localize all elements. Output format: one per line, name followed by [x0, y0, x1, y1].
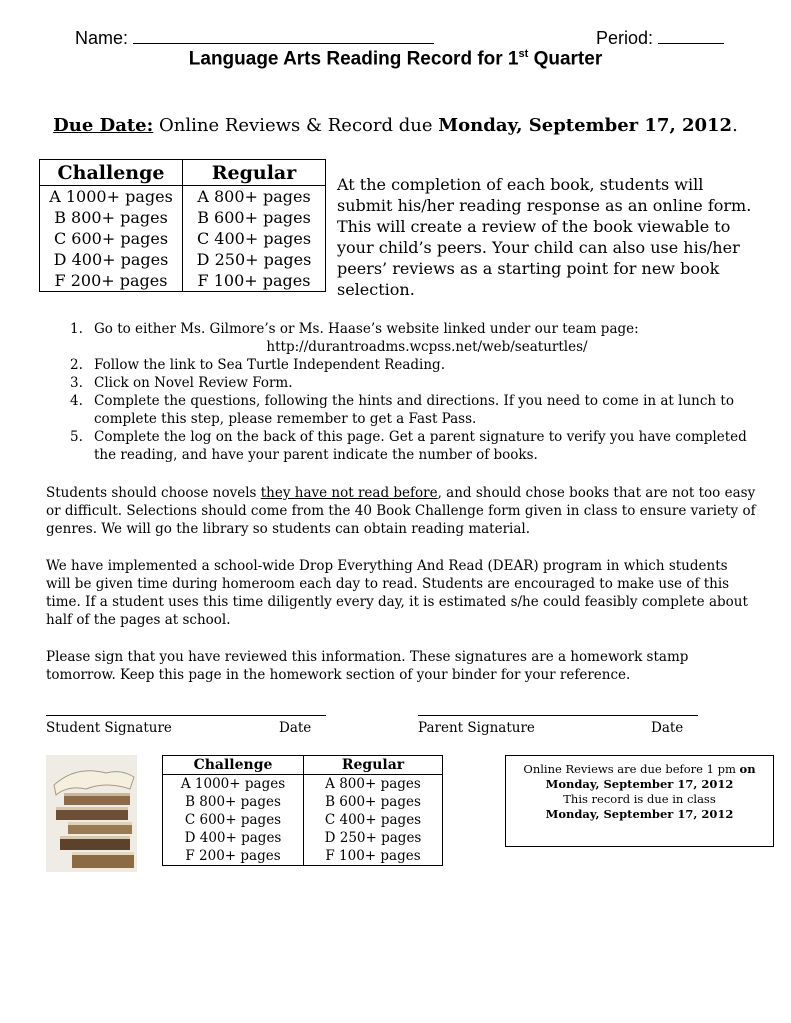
cell: F 200+ pages — [40, 270, 183, 292]
table-row — [163, 847, 443, 866]
choose-pre: Students should choose novels — [46, 485, 261, 501]
name-blank — [133, 27, 434, 44]
table-row — [163, 829, 443, 847]
table-row — [40, 207, 326, 228]
table-row — [40, 270, 326, 292]
title-main: Language Arts Reading Record for 1 — [188, 48, 519, 70]
step-number: 2. — [70, 357, 83, 373]
step-number: 1. — [70, 321, 83, 337]
step-number: 4. — [70, 393, 83, 409]
stack-of-books-image — [46, 755, 137, 872]
table-row — [40, 186, 326, 208]
step-number: 3. — [70, 375, 83, 391]
col-challenge: Challenge — [163, 756, 304, 775]
list-item — [70, 428, 760, 464]
cell: B 800+ pages — [163, 793, 304, 811]
col-challenge: Challenge — [40, 160, 183, 186]
intro-paragraph: At the completion of each book, students will submit his/her reading response as an online form. This will create a review of the book viewable to your child’s peers. Your child can also use his/her peers’ reviews as a starting point for new book selection. — [337, 175, 752, 299]
step-number: 5. — [70, 429, 83, 445]
dear-paragraph: We have implemented a school-wide Drop Everything And Read (DEAR) program in which students will be given time during homeroom each day to read. Students are encouraged to make use of this time. If a student uses this time diligently every day, it is estimated s/he could feasibly complete about half of the pages at school. — [46, 558, 748, 628]
period-label: Period: — [596, 28, 654, 48]
period-field — [596, 27, 724, 49]
table-row — [163, 775, 443, 794]
cell: D 250+ pages — [183, 249, 326, 270]
reminder-text2: This record is due in class — [563, 792, 716, 806]
cell: C 600+ pages — [163, 811, 304, 829]
grade-table — [39, 159, 326, 292]
table-row — [40, 228, 326, 249]
parent-signature-line — [418, 715, 698, 716]
due-period: . — [732, 115, 738, 136]
cell: D 250+ pages — [304, 829, 443, 847]
cell: C 600+ pages — [40, 228, 183, 249]
title-end: Quarter — [533, 48, 603, 70]
due-label: Due Date: — [53, 115, 154, 136]
choose-underlined: they have not read before — [260, 485, 438, 501]
cell: B 600+ pages — [183, 207, 326, 228]
cell: A 800+ pages — [304, 775, 443, 794]
table-row — [163, 793, 443, 811]
choose-post: , and should chose books that are not too easy or difficult. Selections should come from the 40 Book Challenge form given in class to ensure variety of genres. We will go the library so students can obtain reading material. — [46, 485, 756, 537]
cell: B 800+ pages — [40, 207, 183, 228]
student-signature-label: Student Signature — [46, 720, 172, 736]
page-title — [0, 48, 791, 70]
list-item — [70, 320, 760, 356]
step-text: Click on Novel Review Form. — [94, 375, 293, 391]
reminder-line1 — [506, 762, 773, 777]
title-sup: st — [518, 48, 529, 60]
cell: D 400+ pages — [40, 249, 183, 270]
col-regular: Regular — [304, 756, 443, 775]
step-text: Go to either Ms. Gilmore’s or Ms. Haase’s website linked under our team page: — [94, 321, 639, 337]
name-label: Name: — [75, 28, 129, 48]
cell: D 400+ pages — [163, 829, 304, 847]
period-blank — [658, 27, 724, 44]
table-row — [163, 811, 443, 829]
cell: F 200+ pages — [163, 847, 304, 866]
col-regular: Regular — [183, 160, 326, 186]
parent-signature-label: Parent Signature — [418, 720, 535, 736]
list-item — [70, 356, 760, 374]
student-date-label: Date — [279, 720, 312, 736]
reminder-text1: Online Reviews are due before 1 pm — [523, 762, 736, 776]
list-item — [70, 392, 760, 428]
student-signature-line — [46, 715, 326, 716]
cell: C 400+ pages — [304, 811, 443, 829]
table-row — [40, 249, 326, 270]
reminder-date1: Monday, September 17, 2012 — [545, 777, 734, 791]
choose-paragraph — [46, 484, 756, 538]
cell: A 1000+ pages — [40, 186, 183, 208]
due-text: Online Reviews & Record due — [159, 115, 433, 136]
due-date-line — [0, 115, 791, 136]
reminder-date2: Monday, September 17, 2012 — [545, 807, 734, 821]
steps-list — [70, 320, 760, 464]
due-date: Monday, September 17, 2012 — [438, 115, 733, 136]
reminder-on: on — [739, 762, 756, 776]
step-text: Follow the link to Sea Turtle Independent Reading. — [94, 357, 445, 373]
cell: B 600+ pages — [304, 793, 443, 811]
reminder-box — [505, 755, 774, 847]
cell: F 100+ pages — [183, 270, 326, 292]
step-text: Complete the log on the back of this page. Get a parent signature to verify you have completed the reading, and have your parent indicate the number of books. — [94, 429, 747, 463]
list-item — [70, 374, 760, 392]
cell: A 1000+ pages — [163, 775, 304, 794]
cell: A 800+ pages — [183, 186, 326, 208]
name-field — [75, 27, 434, 49]
cell: C 400+ pages — [183, 228, 326, 249]
step-text: Complete the questions, following the hints and directions. If you need to come in at lunch to complete this step, please remember to get a Fast Pass. — [94, 393, 734, 427]
cell: F 100+ pages — [304, 847, 443, 866]
parent-date-label: Date — [651, 720, 684, 736]
sign-paragraph: Please sign that you have reviewed this information. These signatures are a homework stamp tomorrow. Keep this page in the homework section of your binder for your reference. — [46, 649, 689, 683]
team-page-link[interactable]: http://durantroadms.wcpss.net/web/seaturtles/ — [266, 339, 588, 355]
grade-table-small — [162, 755, 443, 866]
